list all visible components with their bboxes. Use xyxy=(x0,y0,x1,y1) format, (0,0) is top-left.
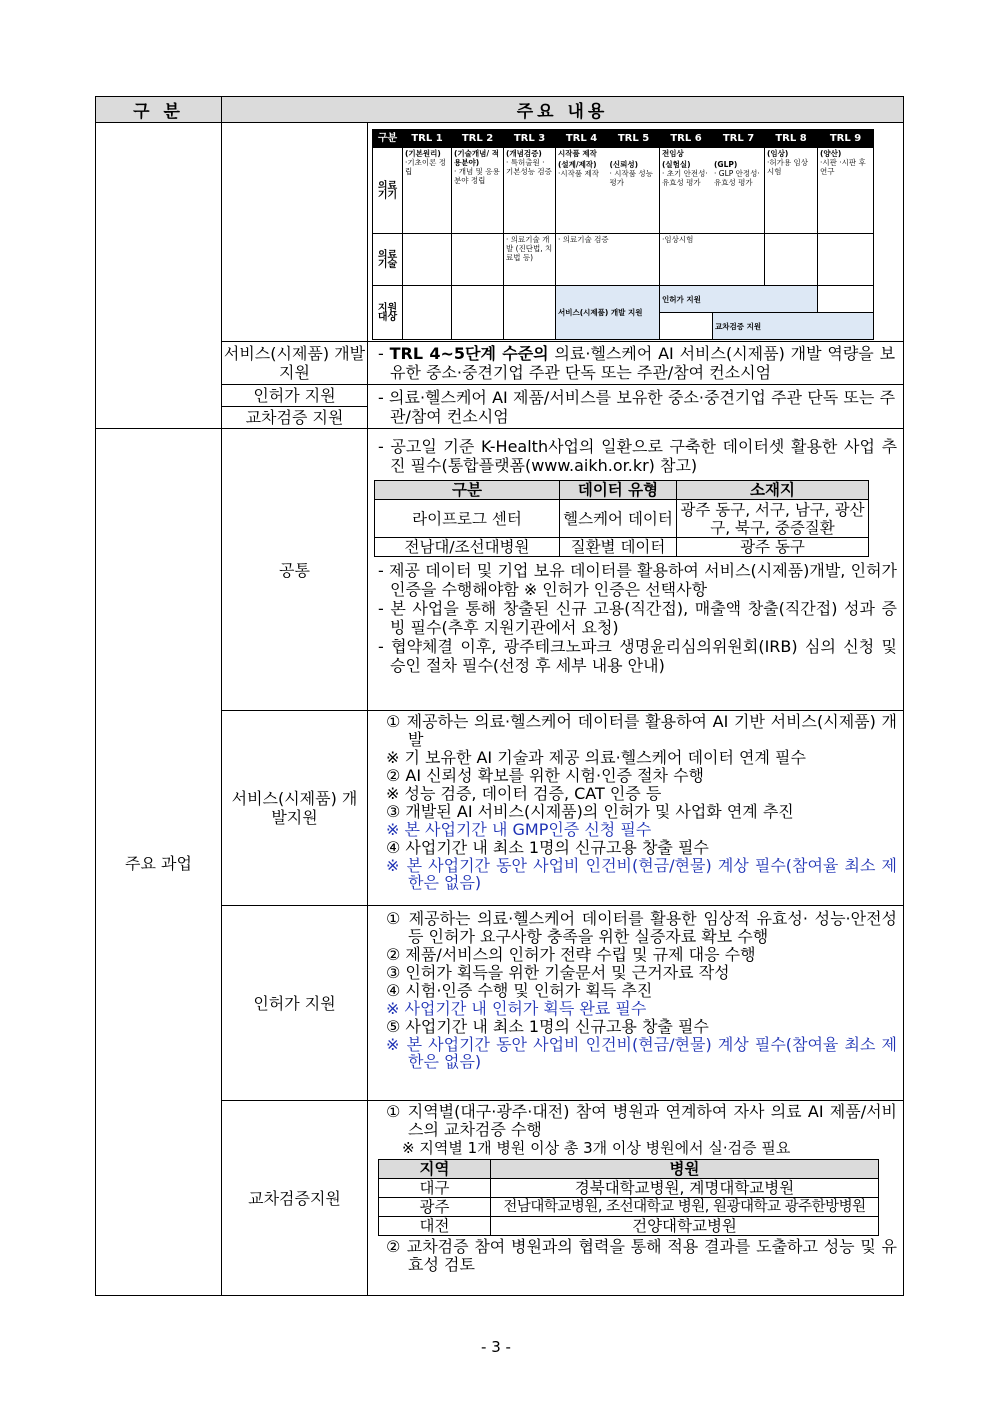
hospital-table-cell: 건양대학교병원 xyxy=(491,1217,879,1236)
cross-support-label: 교차검증 지원 xyxy=(222,407,368,429)
trl-tech-67: ·임상시험 xyxy=(660,234,765,286)
service-support-label: 서비스(시제품) 개발 지원 xyxy=(222,342,368,385)
data-table-header: 구분 xyxy=(375,481,560,500)
data-table-header: 소재지 xyxy=(677,481,869,500)
data-table-cell: 라이프로그 센터 xyxy=(375,500,560,538)
license-support-label: 인허가 지원 xyxy=(222,385,368,407)
trl-target-9 xyxy=(818,286,874,313)
data-table-cell: 광주 동구 xyxy=(677,538,869,557)
trl-tech-1 xyxy=(403,234,452,286)
header-content: 주요 내용 xyxy=(222,97,904,123)
hospital-table-header: 병원 xyxy=(491,1160,879,1179)
trl-dev-1: (기본원리) ·기초이론 정립 xyxy=(403,148,452,234)
hospital-table-header: 지역 xyxy=(379,1160,491,1179)
hospital-table-cell: 전남대학교병원, 조선대학교 병원, 원광대학교 광주한방병원 xyxy=(491,1198,879,1217)
trl-dev-45: 시작품 제작 (설계/제작) ·시작품 제작 (신뢰성) · 시작품 성능평가 xyxy=(556,148,660,234)
trl-label-0: 구분 xyxy=(373,130,403,148)
license-support-text: - 의료·헬스케어 AI 제품/서비스를 보유한 중소·중견기업 주관 단독 또는 주관/참여 컨소시엄 xyxy=(368,385,904,429)
data-table xyxy=(374,480,869,557)
trl-tech-2 xyxy=(452,234,504,286)
trl-tech-label: 의료 기술 xyxy=(373,234,403,286)
trl-target-2 xyxy=(452,286,504,340)
trl-empty-cell xyxy=(222,123,368,342)
trl-label-6: TRL 6 xyxy=(660,130,713,148)
hospital-table-cell: 대전 xyxy=(379,1217,491,1236)
hospital-table-cell: 대구 xyxy=(379,1179,491,1198)
trl-target-license: 인허가 지원 xyxy=(660,286,818,313)
common-content: - 공고일 기준 K-Health사업의 일환으로 구축한 데이터셋 활용한 사업 추진 필수(통합플랫폼(www.aikh.or.kr) 참고) 구분 데이터 유형 소재지 라이프로그 센터 헬스케어 데이터 광주 동구, 서구, 남구, 광산구, 북구, 중증질환 전남대/조선대병원 질환별 데이터 광주 동구 - 제공 데이터 및 기업 보유 데이터를 활용하여 서비스(시제품)개발, 인허가 인증을 수행해야함 ※ 인허가 인증은 선택사항 - 본 사업을 통해 창출된 신규 고용(직간접), 매출액 창출(직간접) 성과 증빙 필수(추후 지원기관에서 요청) - 협약체결 이후, 광주테크노파크 생명윤리심의위원회(IRB) 심의 신청 및 승인 절차 필수(선정 후 세부 내용 안내) xyxy=(368,429,904,711)
hospital-table-cell: 광주 xyxy=(379,1198,491,1217)
license-task-content: ① 제공하는 의료·헬스케어 데이터를 활용한 임상적 유효성· 성능·안전성 등 인허가 요구사항 충족을 위한 실증자료 확보 수행 ② 제품/서비스의 인허가 전략 수립 및 규제 대응 수행 ③ 인허가 획득을 위한 기술문서 및 근거자료 작성 ④ 시험·인증 수행 및 인허가 획득 추진 ※ 사업기간 내 인허가 획득 완료 필수 ⑤ 사업기간 내 최소 1명의 신규고용 창출 필수 ※ 본 사업기간 동안 사업비 인건비(현금/현물) 계상 필수(참여율 최소 제한은 없음) xyxy=(368,906,904,1101)
trl-label-8: TRL 8 xyxy=(765,130,818,148)
trl-target-cross: 교차검증 지원 xyxy=(713,313,874,340)
trl-target-1 xyxy=(403,286,452,340)
cross-task-label: 교차검증지원 xyxy=(222,1101,368,1296)
trl-device-label: 의료 기기 xyxy=(373,148,403,234)
license-task-label: 인허가 지원 xyxy=(222,906,368,1101)
trl-dev-2: (기술개념/ 적용분야) · 개념 및 응용분야 정립 xyxy=(452,148,504,234)
trl-label-5: TRL 5 xyxy=(608,130,660,148)
trl-tech-3: · 의료기술 개발 (진단법, 치료법 등) xyxy=(504,234,556,286)
trl-dev-67: 전임상 (실험실) · 초기 안전성·유효성 평가 (GLP) · GLP 안정성·유효성 평가 xyxy=(660,148,765,234)
page-number: - 3 - xyxy=(481,1338,511,1356)
trl-target-6b xyxy=(660,313,713,340)
header-category: 구 분 xyxy=(96,97,222,123)
data-table-cell: 질환별 데이터 xyxy=(560,538,677,557)
trl-label-2: TRL 2 xyxy=(452,130,504,148)
data-table-header: 데이터 유형 xyxy=(560,481,677,500)
trl-target-label: 지원 대상 xyxy=(373,286,403,340)
trl-dev-3: (개념검증) · 특허출원 · 기본성능 검증 xyxy=(504,148,556,234)
trl-dev-9: (양산) ·시판 ·시판 후 연구 xyxy=(818,148,874,234)
main-table xyxy=(95,96,904,1296)
trl-tech-9 xyxy=(818,234,874,286)
trl-label-9: TRL 9 xyxy=(818,130,874,148)
trl-tech-45: · 의료기술 검증 xyxy=(556,234,660,286)
cross-task-content: ① 지역별(대구·광주·대전) 참여 병원과 연계하여 자사 의료 AI 제품/서비스의 교차검증 수행 ※ 지역별 1개 병원 이상 총 3개 이상 병원에서 실·검증 필요 지역 병원 대구 경북대학교병원, 계명대학교병원 광주 전남대학교병원, 조선대학교 병원, 원광대학교 광주한방병원 대전 건양대학교병원 ② 교차검증 참여 병원과의 협력을 통해 적용 결과를 도출하고 성능 및 유효성 검토 xyxy=(368,1101,904,1296)
common-label: 공통 xyxy=(222,429,368,711)
trl-label-3: TRL 3 xyxy=(504,130,556,148)
trl-target-service: 서비스(시제품) 개발 지원 xyxy=(556,286,660,340)
trl-tech-8 xyxy=(765,234,818,286)
service-support-text: - TRL 4~5단계 수준의 의료·헬스케어 AI 서비스(시제품) 개발 역량을 보유한 중소·중견기업 주관 단독 또는 주관/참여 컨소시엄 xyxy=(368,342,904,385)
trl-cell xyxy=(368,123,904,342)
hospital-table-cell: 경북대학교병원, 계명대학교병원 xyxy=(491,1179,879,1198)
data-table-cell: 광주 동구, 서구, 남구, 광산구, 북구, 중증질환 xyxy=(677,500,869,538)
trl-label-1: TRL 1 xyxy=(403,130,452,148)
data-table-cell: 전남대/조선대병원 xyxy=(375,538,560,557)
trl-label-4: TRL 4 xyxy=(556,130,608,148)
trl-target-3 xyxy=(504,286,556,340)
support-target-category xyxy=(96,123,222,429)
hospital-table xyxy=(378,1159,879,1236)
data-table-cell: 헬스케어 데이터 xyxy=(560,500,677,538)
trl-diagram xyxy=(372,129,874,340)
trl-dev-8: (임상) ·허가용 임상시험 xyxy=(765,148,818,234)
service-dev-label: 서비스(시제품) 개발지원 xyxy=(222,711,368,906)
trl-label-7: TRL 7 xyxy=(713,130,765,148)
main-task-label: 주요 과업 xyxy=(96,429,222,1296)
service-dev-content: ① 제공하는 의료·헬스케어 데이터를 활용하여 AI 기반 서비스(시제품) 개발 ※ 기 보유한 AI 기술과 제공 의료·헬스케어 데이터 연계 필수 ② AI 신뢰성 확보를 위한 시험·인증 절차 수행 ※ 성능 검증, 데이터 검증, CAT 인증 등 ③ 개발된 AI 서비스(시제품)의 인허가 및 사업화 연계 추진 ※ 본 사업기간 내 GMP인증 신청 필수 ④ 사업기간 내 최소 1명의 신규고용 창출 필수 ※ 본 사업기간 동안 사업비 인건비(현금/현물) 계상 필수(참여율 최소 제한은 없음) xyxy=(368,711,904,906)
